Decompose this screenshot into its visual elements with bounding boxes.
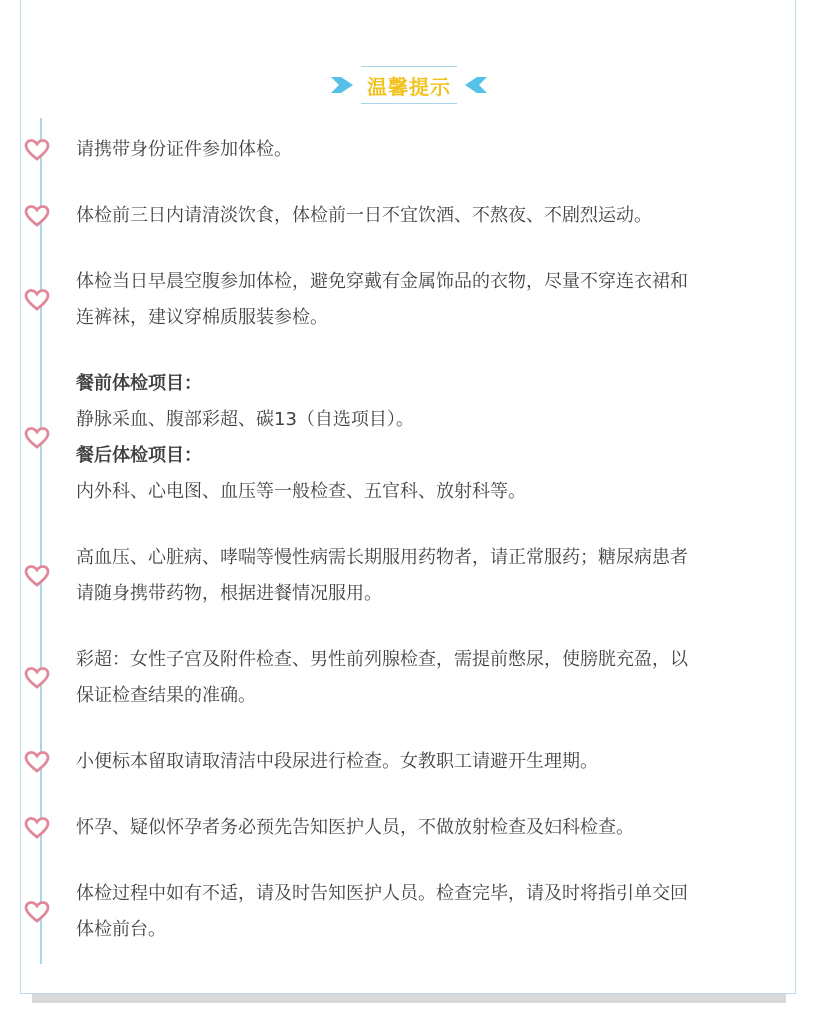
heart-icon [24,666,50,690]
heart-icon [24,204,50,228]
heart-icon [24,750,50,774]
tip-item [76,264,788,336]
tip-line: 彩超：女性子宫及附件检查、男性前列腺检查，需提前憋尿，使膀胱充盈，以 [76,649,688,670]
tip-line: 请随身携带药物，根据进餐情况服用。 [76,583,382,604]
title-box [361,66,457,104]
heart-icon [24,288,50,312]
tip-line: 保证检查结果的准确。 [76,685,256,706]
heart-icon [24,900,50,924]
tip-item [76,876,788,948]
tip-item [76,810,788,846]
tip-line: 体检当日早晨空腹参加体检，避免穿戴有金属饰品的衣物，尽量不穿连衣裙和 [76,271,688,292]
tip-line: 请携带身份证件参加体检。 [76,139,292,160]
tip-line: 连裤袜，建议穿棉质服装参检。 [76,307,328,328]
left-chevron-arrow-icon [465,77,487,93]
tip-item [76,744,788,780]
after-meal-heading: 餐后体检项目： [76,445,202,466]
tip-item [76,132,788,168]
page-title: 温馨提示 [367,74,451,99]
tip-line: 怀孕、疑似怀孕者务必预先告知医护人员，不做放射检查及妇科检查。 [76,817,634,838]
tip-line: 高血压、心脏病、哮喘等慢性病需长期服用药物者，请正常服药；糖尿病患者 [76,547,688,568]
card-shadow [32,994,786,1003]
tip-item [76,198,788,234]
heart-icon [24,138,50,162]
tip-line: 体检过程中如有不适，请及时告知医护人员。检查完毕，请及时将指引单交回 [76,883,688,904]
heart-icon [24,426,50,450]
tip-line: 体检前台。 [76,919,166,940]
tip-item [76,540,788,612]
heart-icon [24,564,50,588]
tip-item-meal-schedule [76,366,788,510]
right-chevron-arrow-icon [331,77,353,93]
tip-item [76,642,788,714]
tip-line: 小便标本留取请取清洁中段尿进行检查。女教职工请避开生理期。 [76,751,598,772]
after-meal-text: 内外科、心电图、血压等一般检查、五官科、放射科等。 [76,481,526,502]
before-meal-text: 静脉采血、腹部彩超、碳13（自选项目）。 [76,409,414,430]
before-meal-heading: 餐前体检项目： [76,373,202,394]
heart-icon [24,816,50,840]
title-banner [0,66,818,104]
tip-line: 体检前三日内请清淡饮食，体检前一日不宜饮酒、不熬夜、不剧烈运动。 [76,205,652,226]
